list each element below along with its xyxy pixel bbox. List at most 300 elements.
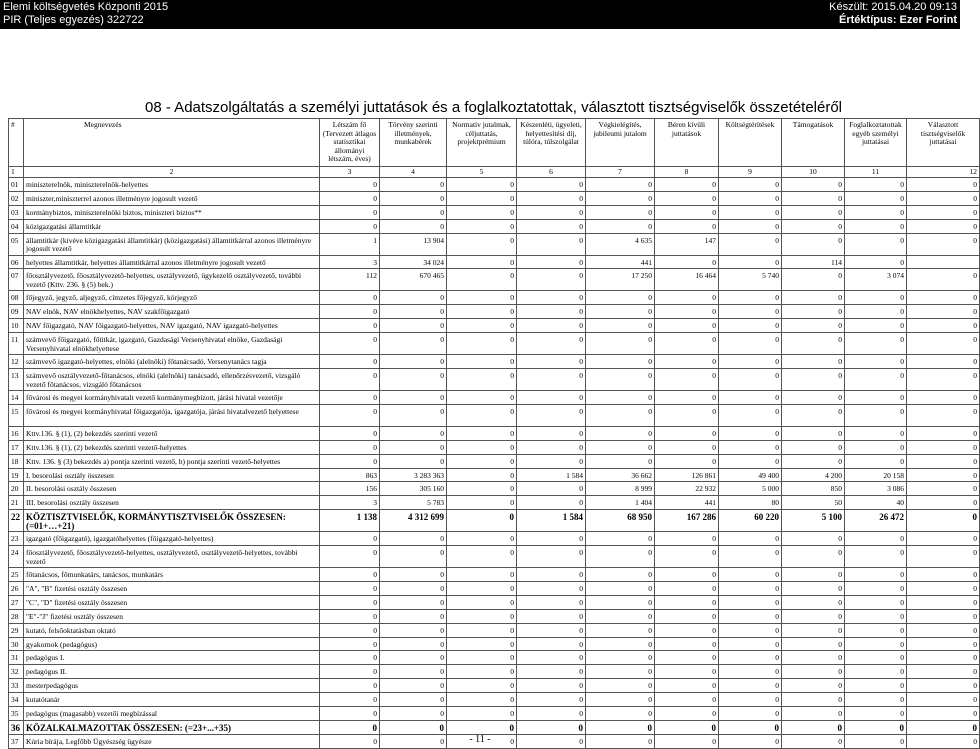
cell-value: 0: [655, 693, 719, 707]
column-header: Választott tisztségviselők juttatásai: [907, 119, 980, 167]
cell-value: 36 662: [586, 468, 655, 482]
cell-value: 0: [447, 532, 517, 546]
row-label: számvevő igazgató-helyettes, elnöki (alelnöki) főtanácsadó, Versenytanács tagja: [24, 355, 320, 369]
report-source: Elemi költségvetés Központi 2015: [3, 1, 169, 13]
cell-value: 0: [655, 404, 719, 426]
table-row: [9, 440, 980, 454]
cell-value: 0: [447, 291, 517, 305]
cell-value: 0: [782, 720, 845, 734]
data-table: [8, 118, 980, 749]
table-row: [9, 637, 980, 651]
cell-value: 0: [586, 426, 655, 440]
cell-value: 0: [517, 255, 586, 269]
cell-value: 0: [845, 720, 907, 734]
cell-value: 0: [845, 568, 907, 582]
cell-value: 0: [845, 440, 907, 454]
page-title: 08 - Adatszolgáltatás a személyi juttatások és a foglalkoztatottak, választott tisztségviselők összetételéről: [145, 99, 843, 116]
cell-value: 850: [782, 482, 845, 496]
cell-value: 0: [320, 291, 380, 305]
cell-value: 0: [447, 391, 517, 405]
cell-value: 0: [845, 623, 907, 637]
cell-value: 0: [517, 269, 586, 291]
cell-value: 0: [320, 609, 380, 623]
cell-value: 0: [655, 582, 719, 596]
cell-value: 0: [845, 404, 907, 426]
page-number: - 11 -: [469, 734, 491, 745]
cell-value: 0: [845, 305, 907, 319]
cell-value: 0: [719, 426, 782, 440]
cell-value: 0: [380, 178, 447, 192]
cell-value: 0: [845, 693, 907, 707]
cell-value: 0: [845, 637, 907, 651]
cell-value: 0: [907, 191, 980, 205]
cell-value: 0: [907, 205, 980, 219]
cell-value: 0: [380, 734, 447, 748]
cell-value: 0: [320, 693, 380, 707]
cell-value: 0: [586, 404, 655, 426]
cell-value: 4 312 699: [380, 510, 447, 532]
cell-value: 0: [586, 205, 655, 219]
row-number: 37: [9, 734, 24, 748]
cell-value: 0: [517, 496, 586, 510]
cell-value: 5 000: [719, 482, 782, 496]
row-label: "A", "B" fizetési osztály összesen: [24, 582, 320, 596]
cell-value: 0: [517, 595, 586, 609]
cell-value: 0: [782, 440, 845, 454]
cell-value: 0: [447, 319, 517, 333]
cell-value: 0: [845, 582, 907, 596]
cell-value: 0: [320, 219, 380, 233]
cell-value: 0: [586, 532, 655, 546]
cell-value: 0: [655, 679, 719, 693]
cell-value: 0: [655, 255, 719, 269]
cell-value: 0: [517, 319, 586, 333]
cell-value: 0: [586, 693, 655, 707]
cell-value: 0: [782, 269, 845, 291]
cell-value: 0: [447, 333, 517, 355]
table-row: [9, 496, 980, 510]
cell-value: 0: [517, 369, 586, 391]
row-number: 31: [9, 651, 24, 665]
cell-value: 0: [845, 178, 907, 192]
cell-value: 112: [320, 269, 380, 291]
table-row: [9, 291, 980, 305]
cell-value: 0: [907, 355, 980, 369]
row-number: 16: [9, 426, 24, 440]
cell-value: 0: [320, 665, 380, 679]
cell-value: 0: [447, 269, 517, 291]
cell-value: 0: [447, 510, 517, 532]
row-label: főosztályvezető, főosztályvezető-helyettes, osztályvezető, osztályvezető-helyettes, további vezető: [24, 546, 320, 568]
row-label: Kttv. 136. § (3) bekezdés a) pontja szerinti vezető, b) pontja szerinti vezető-helyettes: [24, 454, 320, 468]
table-row: [9, 454, 980, 468]
row-number: 04: [9, 219, 24, 233]
cell-value: 0: [586, 609, 655, 623]
cell-value: 0: [655, 637, 719, 651]
table-row: [9, 468, 980, 482]
column-header: Létszám fő (Tervezett átlagos statisztikai állományi létszám, éves): [320, 119, 380, 167]
row-label: főjegyző, jegyző, aljegyző, címzetes főjegyző, körjegyző: [24, 291, 320, 305]
cell-value: 0: [719, 454, 782, 468]
cell-value: 156: [320, 482, 380, 496]
cell-value: 49 400: [719, 468, 782, 482]
cell-value: 0: [719, 665, 782, 679]
cell-value: 0: [586, 319, 655, 333]
table-row: [9, 255, 980, 269]
cell-value: 0: [719, 582, 782, 596]
cell-value: 3: [320, 255, 380, 269]
row-number: 12: [9, 355, 24, 369]
row-label: kutatótanár: [24, 693, 320, 707]
cell-value: 0: [320, 319, 380, 333]
cell-value: 0: [655, 609, 719, 623]
cell-value: 0: [447, 255, 517, 269]
row-label: KÖZALKALMAZOTTAK ÖSSZESEN: (=23+...+35): [24, 720, 320, 734]
cell-value: 0: [586, 651, 655, 665]
row-number: 24: [9, 546, 24, 568]
cell-value: 0: [655, 440, 719, 454]
table-row: [9, 693, 980, 707]
row-number: 33: [9, 679, 24, 693]
cell-value: 0: [586, 454, 655, 468]
cell-value: 670 465: [380, 269, 447, 291]
cell-value: 1 404: [586, 496, 655, 510]
row-label: Kttv.136. § (1), (2) bekezdés szerinti vezető-helyettes: [24, 440, 320, 454]
cell-value: 0: [719, 178, 782, 192]
cell-value: 0: [907, 707, 980, 721]
cell-value: 17 250: [586, 269, 655, 291]
cell-value: 0: [380, 609, 447, 623]
cell-value: 0: [845, 546, 907, 568]
cell-value: 13 904: [380, 233, 447, 255]
cell-value: 0: [447, 665, 517, 679]
cell-value: 126 861: [655, 468, 719, 482]
cell-value: 0: [845, 355, 907, 369]
cell-value: 0: [320, 707, 380, 721]
row-label: Kttv.136. § (1), (2) bekezdés szerinti vezető: [24, 426, 320, 440]
column-header: #: [9, 119, 24, 167]
cell-value: 0: [719, 333, 782, 355]
column-header: Béren kívüli juttatások: [655, 119, 719, 167]
row-label: miniszterelnök, miniszterelnök-helyettes: [24, 178, 320, 192]
cell-value: 0: [517, 568, 586, 582]
cell-value: 0: [586, 355, 655, 369]
cell-value: 0: [782, 454, 845, 468]
cell-value: 0: [655, 454, 719, 468]
cell-value: 0: [320, 404, 380, 426]
cell-value: 0: [719, 219, 782, 233]
column-number: 4: [380, 167, 447, 178]
row-number: 19: [9, 468, 24, 482]
cell-value: 0: [655, 546, 719, 568]
cell-value: 0: [907, 454, 980, 468]
column-number: 6: [517, 167, 586, 178]
cell-value: 4 635: [586, 233, 655, 255]
cell-value: 0: [719, 391, 782, 405]
table-row: [9, 233, 980, 255]
cell-value: 0: [586, 707, 655, 721]
cell-value: 0: [845, 319, 907, 333]
cell-value: 0: [320, 426, 380, 440]
cell-value: 0: [782, 568, 845, 582]
cell-value: 0: [655, 532, 719, 546]
cell-value: 0: [517, 609, 586, 623]
cell-value: 0: [907, 404, 980, 426]
cell-value: 0: [907, 546, 980, 568]
cell-value: 0: [655, 707, 719, 721]
cell-value: 0: [380, 333, 447, 355]
table-row: [9, 651, 980, 665]
row-label: NAV elnök, NAV elnökhelyettes, NAV szakfőigazgató: [24, 305, 320, 319]
cell-value: 147: [655, 233, 719, 255]
cell-value: 0: [380, 720, 447, 734]
cell-value: 0: [447, 595, 517, 609]
cell-value: 0: [907, 291, 980, 305]
table-row: [9, 404, 980, 426]
table-row: [9, 595, 980, 609]
cell-value: 0: [782, 609, 845, 623]
cell-value: 0: [320, 369, 380, 391]
cell-value: 0: [719, 319, 782, 333]
row-number: 21: [9, 496, 24, 510]
row-label: főtanácsos, főmunkatárs, tanácsos, munkatárs: [24, 568, 320, 582]
row-number: 13: [9, 369, 24, 391]
cell-value: 26 472: [845, 510, 907, 532]
cell-value: 0: [907, 637, 980, 651]
cell-value: 441: [655, 496, 719, 510]
cell-value: 0: [655, 426, 719, 440]
cell-value: 0: [845, 651, 907, 665]
cell-value: 3 074: [845, 269, 907, 291]
cell-value: 0: [447, 734, 517, 748]
cell-value: 0: [845, 665, 907, 679]
cell-value: 0: [845, 454, 907, 468]
cell-value: 0: [782, 355, 845, 369]
cell-value: 0: [380, 319, 447, 333]
cell-value: 0: [782, 546, 845, 568]
cell-value: 1 584: [517, 468, 586, 482]
cell-value: 0: [782, 391, 845, 405]
row-number: 35: [9, 707, 24, 721]
cell-value: 0: [782, 637, 845, 651]
cell-value: 0: [320, 651, 380, 665]
cell-value: 0: [320, 734, 380, 748]
cell-value: 0: [719, 637, 782, 651]
row-number: 03: [9, 205, 24, 219]
cell-value: 34 024: [380, 255, 447, 269]
cell-value: 0: [586, 219, 655, 233]
cell-value: 0: [782, 532, 845, 546]
cell-value: 0: [907, 305, 980, 319]
report-pir: PIR (Teljes egyezés) 322722: [3, 14, 144, 26]
table-row: [9, 532, 980, 546]
row-label: kormánybiztos, miniszterelnöki biztos, miniszteri biztos**: [24, 205, 320, 219]
cell-value: 0: [380, 305, 447, 319]
cell-value: 0: [845, 426, 907, 440]
cell-value: 0: [447, 582, 517, 596]
cell-value: 863: [320, 468, 380, 482]
table-row: [9, 319, 980, 333]
row-number: 29: [9, 623, 24, 637]
column-header: Normatív jutalmak, céljuttatás, projektprémium: [447, 119, 517, 167]
cell-value: 0: [907, 679, 980, 693]
row-number: 23: [9, 532, 24, 546]
cell-value: 0: [447, 707, 517, 721]
cell-value: 0: [447, 191, 517, 205]
cell-value: 20 158: [845, 468, 907, 482]
cell-value: 0: [517, 291, 586, 305]
column-number-row: [9, 167, 980, 178]
row-number: 17: [9, 440, 24, 454]
cell-value: 0: [586, 665, 655, 679]
cell-value: 0: [655, 651, 719, 665]
row-number: 09: [9, 305, 24, 319]
table-row: [9, 355, 980, 369]
row-number: 02: [9, 191, 24, 205]
cell-value: 0: [447, 623, 517, 637]
cell-value: 0: [845, 205, 907, 219]
cell-value: 0: [586, 191, 655, 205]
cell-value: 0: [380, 623, 447, 637]
cell-value: 80: [719, 496, 782, 510]
cell-value: 0: [517, 734, 586, 748]
cell-value: 0: [517, 205, 586, 219]
row-label: pedagógus (magasabb) vezetői megbízással: [24, 707, 320, 721]
cell-value: 0: [655, 178, 719, 192]
cell-value: 0: [907, 568, 980, 582]
cell-value: 0: [447, 233, 517, 255]
cell-value: 3 086: [845, 482, 907, 496]
cell-value: 0: [380, 707, 447, 721]
cell-value: 0: [655, 319, 719, 333]
table-row: [9, 665, 980, 679]
cell-value: 0: [782, 679, 845, 693]
table-row: [9, 720, 980, 734]
cell-value: 0: [655, 595, 719, 609]
table-row: [9, 679, 980, 693]
cell-value: 0: [782, 205, 845, 219]
cell-value: 441: [586, 255, 655, 269]
row-number: 06: [9, 255, 24, 269]
cell-value: 0: [447, 305, 517, 319]
cell-value: 0: [782, 426, 845, 440]
cell-value: 0: [380, 219, 447, 233]
cell-value: 0: [845, 707, 907, 721]
row-label: NAV főigazgató, NAV főigazgató-helyettes, NAV igazgató, NAV igazgató-helyettes: [24, 319, 320, 333]
cell-value: 0: [719, 720, 782, 734]
cell-value: 0: [517, 482, 586, 496]
cell-value: 0: [380, 582, 447, 596]
cell-value: 0: [447, 369, 517, 391]
table-row: [9, 191, 980, 205]
column-number: 3: [320, 167, 380, 178]
cell-value: 0: [719, 205, 782, 219]
cell-value: 0: [782, 651, 845, 665]
cell-value: 0: [447, 679, 517, 693]
cell-value: 0: [447, 404, 517, 426]
cell-value: 0: [517, 532, 586, 546]
cell-value: 0: [719, 355, 782, 369]
cell-value: 0: [655, 205, 719, 219]
cell-value: 0: [320, 205, 380, 219]
cell-value: 0: [320, 582, 380, 596]
cell-value: 0: [517, 404, 586, 426]
cell-value: 0: [719, 255, 782, 269]
cell-value: 0: [782, 191, 845, 205]
cell-value: 0: [447, 468, 517, 482]
cell-value: 0: [782, 707, 845, 721]
cell-value: 0: [907, 440, 980, 454]
column-header: Megnevezés: [24, 119, 320, 167]
cell-value: 0: [380, 532, 447, 546]
cell-value: 0: [586, 720, 655, 734]
cell-value: 0: [586, 305, 655, 319]
table-row: [9, 219, 980, 233]
cell-value: 0: [655, 305, 719, 319]
cell-value: 0: [655, 391, 719, 405]
row-label: KÖZTISZTVISELŐK, KORMÁNYTISZTVISELŐK ÖSSZESEN: (=01+…+21): [24, 510, 320, 532]
column-header: Támogatások: [782, 119, 845, 167]
table-row: [9, 546, 980, 568]
table-row: [9, 269, 980, 291]
cell-value: 0: [380, 426, 447, 440]
cell-value: 0: [655, 333, 719, 355]
cell-value: 0: [320, 568, 380, 582]
cell-value: 0: [380, 454, 447, 468]
cell-value: 0: [517, 233, 586, 255]
column-header: Törvény szerinti illetmények, munkabérek: [380, 119, 447, 167]
cell-value: 0: [655, 219, 719, 233]
row-label: államtitkár (kivéve közigazgatási államtitkár) (közigazgatási) államtitkárral azonos illetményre jogosult vezető: [24, 233, 320, 255]
row-number: 27: [9, 595, 24, 609]
cell-value: 0: [380, 595, 447, 609]
row-label: pedagógus II.: [24, 665, 320, 679]
cell-value: 0: [719, 609, 782, 623]
column-number: 2: [24, 167, 320, 178]
cell-value: 0: [320, 595, 380, 609]
cell-value: 5 100: [782, 510, 845, 532]
cell-value: 0: [782, 305, 845, 319]
cell-value: 0: [907, 269, 980, 291]
report-created: Készült: 2015.04.20 09:13: [829, 1, 957, 13]
cell-value: 0: [380, 440, 447, 454]
row-label: "C", "D" fizetési osztály összesen: [24, 595, 320, 609]
cell-value: 0: [782, 219, 845, 233]
row-number: 07: [9, 269, 24, 291]
cell-value: 0: [907, 319, 980, 333]
cell-value: 0: [907, 219, 980, 233]
cell-value: 0: [719, 191, 782, 205]
cell-value: 0: [845, 233, 907, 255]
cell-value: 0: [447, 693, 517, 707]
row-number: 20: [9, 482, 24, 496]
cell-value: 50: [782, 496, 845, 510]
row-label: igazgató (főigazgató), igazgatóhelyettes (főigazgató-helyettes): [24, 532, 320, 546]
cell-value: 0: [907, 720, 980, 734]
row-number: 11: [9, 333, 24, 355]
cell-value: 0: [907, 734, 980, 748]
cell-value: 0: [907, 693, 980, 707]
cell-value: 0: [447, 568, 517, 582]
cell-value: 0: [782, 333, 845, 355]
cell-value: 0: [719, 595, 782, 609]
cell-value: 0: [655, 734, 719, 748]
cell-value: 0: [845, 609, 907, 623]
cell-value: 4 200: [782, 468, 845, 482]
cell-value: 0: [320, 532, 380, 546]
cell-value: 0: [586, 679, 655, 693]
cell-value: 0: [907, 496, 980, 510]
